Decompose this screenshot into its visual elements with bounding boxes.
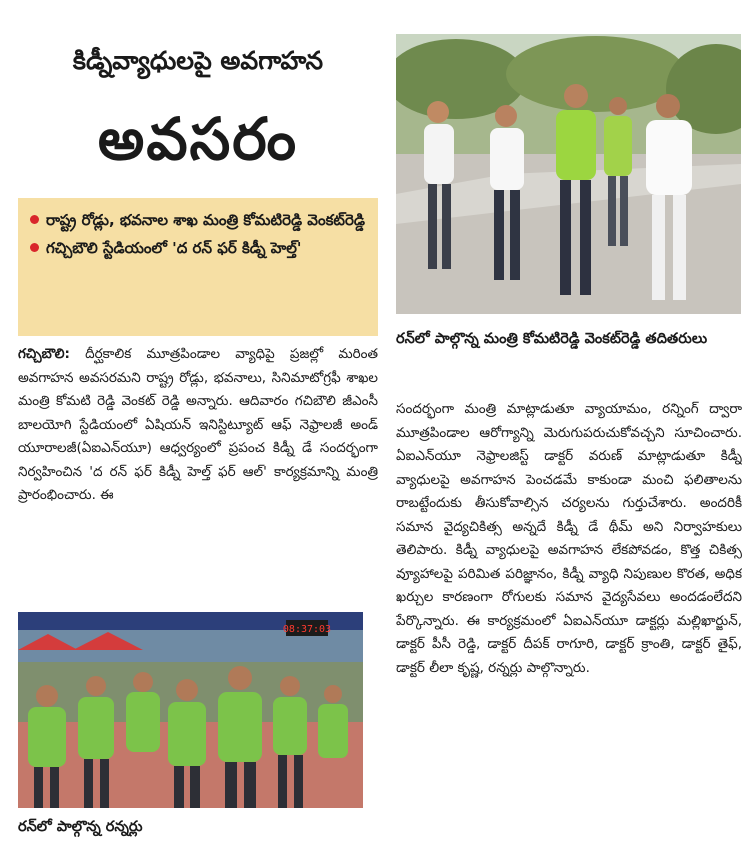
photo-caption-bottom: రన్‌లో పాల్గొన్న రన్నర్లు <box>18 819 143 835</box>
body-text-left: దీర్ఘకాలిక మూత్రపిండాల వ్యాధిపై ప్రజల్లో మరింత అవగాహన అవసరమని రాష్ట్ర రోడ్లు, భవనాలు, సినిమాటోగ్రఫీ శాఖల మంత్రి కోమటి రెడ్డి వెంకట్ రెడ్డి అన్నారు. ఆదివారం గచిబౌలి జీఎంసీ బాలయోగి స్టేడియంలో ఏషియన్ ఇనిస్టిట్యూట్ ఆఫ్ నెఫ్రాలజీ అండ్ యూరాలజీ(ఏఐఎన్‌యూ) ఆధ్వర్యంలో ప్రపంచ కిడ్నీ డే సందర్భంగా నిర్వహించిన 'ద రన్ ఫర్ కిడ్నీ హెల్త్ ఫర్ ఆల్' కార్యక్రమాన్ని మంత్రి ప్రారంభించారు. ఈ <box>18 346 378 503</box>
photo-caption-top: రన్‌లో పాల్గొన్న మంత్రి కోమటిరెడ్డి వెంకట్‌రెడ్డి తదితరులు <box>396 331 708 347</box>
photo-runners-illustration <box>18 612 363 808</box>
photo-runners <box>18 612 363 808</box>
bullet-icon <box>30 215 39 224</box>
article-body-right: సందర్భంగా మంత్రి మాట్లాడుతూ వ్యాయామం, రన్నింగ్ ద్వారా మూత్రపిండాల ఆరోగ్యాన్ని మెరుగుపరుచుకోవచ్చని సూచించారు. ఏఐఎన్‌యూ నెఫ్రాలజిస్ట్ డాక్టర్ వరుణ్ మాట్లాడుతూ కిడ్నీ వ్యాధులపై అవగాహన పెంచడమే కాకుండా మంచి ఫలితాలను రాబట్టేందుకు తీసుకోవాల్సిన చర్యలను గుర్తుచేశారు. అందరికీ సమాన వైద్యచికిత్స అన్నదే కిడ్నీ డే థీమ్ అని నిర్వాహకులు తెలిపారు. కిడ్నీ వ్యాధులపై అవగాహన లేకపోవడం, కొత్త చికిత్స వ్యూహాలపై పరిమిత పరిజ్ఞానం, కిడ్నీ వ్యాధి నిపుణుల కొరత, అధిక ఖర్చుల కారణంగా రోగులకు సమాన వైద్యసేవలు అందడంలేదని పేర్కొన్నారు. ఈ కార్యక్రమంలో ఏఐఎన్‌యూ డాక్టర్లు మల్లిఖార్జున్, డాక్టర్ పీసీ రెడ్డి, డాక్టర్ దీపక్ రాగూరి, డాక్టర్ క్రాంతి, డాక్టర్ తైఫ్, డాక్టర్ లీలా కృష్ణ, రన్నర్లు పాల్గొన్నారు. <box>396 401 742 676</box>
headline-kicker: కిడ్నీవ్యాధులపై అవగాహన <box>72 46 324 75</box>
headline: అవసరం <box>97 105 299 173</box>
bullet-icon <box>30 243 39 252</box>
highlight-item <box>28 206 368 234</box>
race-clock: 08:37:03 <box>282 624 332 635</box>
article-body-left <box>18 343 378 605</box>
highlights-box <box>18 198 378 336</box>
photo-minister-run <box>396 34 741 314</box>
highlight-text: రాష్ట్ర రోడ్లు, భవనాల శాఖ మంత్రి కోమటిరెడ్డి వెంకట్‌రెడ్డి <box>46 211 365 229</box>
highlight-text: గచ్చిబౌలి స్టేడియంలో 'ద రన్ ఫర్ కిడ్నీ హెల్త్' <box>46 239 302 257</box>
highlight-item <box>28 234 368 262</box>
dateline: గచ్చిబౌలి: <box>18 346 70 362</box>
photo-minister-illustration <box>396 34 741 314</box>
